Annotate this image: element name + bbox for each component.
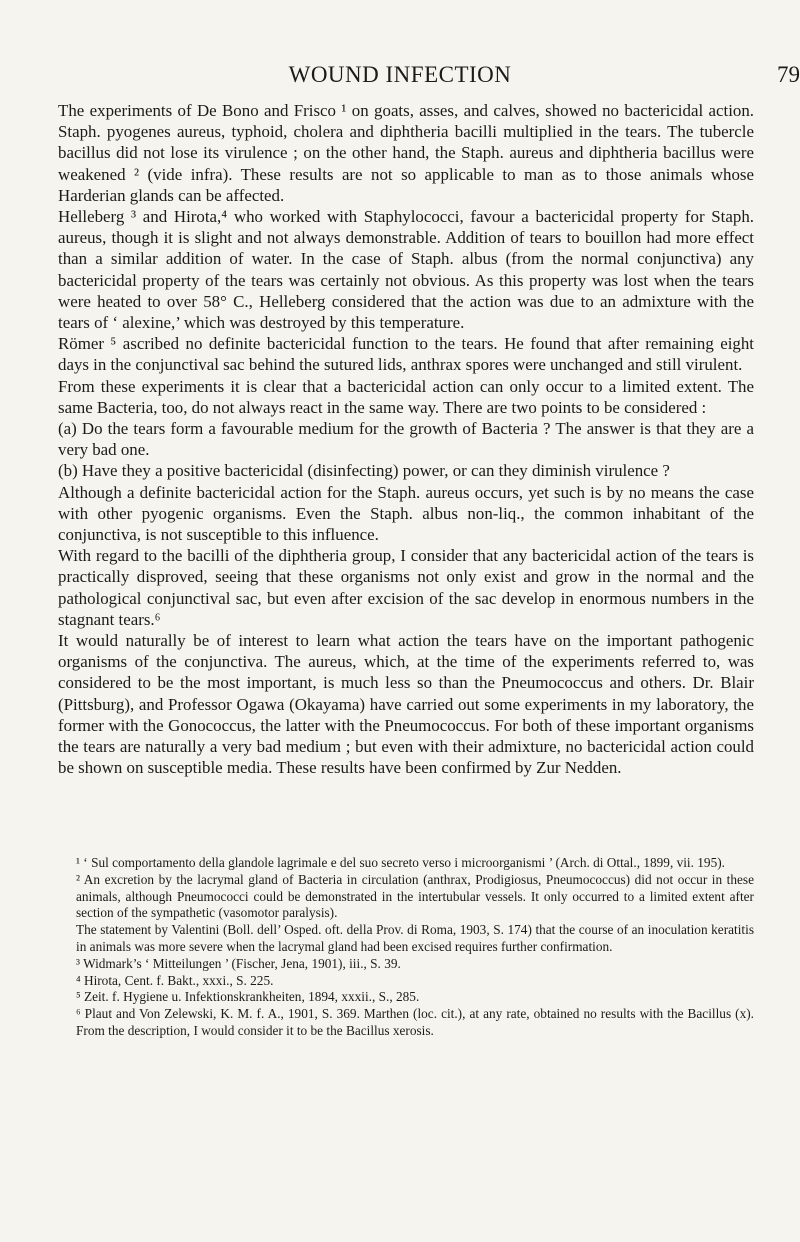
paragraph: The experiments of De Bono and Frisco ¹ on goats, asses, and calves, showed no bactericidal action. Staph. pyogenes aureus, typhoid, cholera and diphtheria bacilli multiplied in the tears. The tubercle bacillus did not lose its virulence ; on the other hand, the Staph. aureus and diphtheria bacillus were weakened ² (vide infra). These results are not so applicable to man as to those animals whose Harderian glands can be affected. <box>58 101 754 205</box>
paragraph: Helleberg ³ and Hirota,⁴ who worked with Staphylococci, favour a bactericidal property for Staph. aureus, though it is slight and not always demonstrable. Addition of tears to bouillon had more effect than a similar addition of water. In the case of Staph. albus (from the normal conjunctiva) any bactericidal property of the tears was certainly not obvious. As this property was lost when the tears were heated to over 58° C., Helleberg considered that the action was due to an admixture with the tears of ‘ alexine,’ which was destroyed by this temperature. <box>58 207 754 333</box>
footnote: ² An excretion by the lacrymal gland of Bacteria in circulation (anthrax, Prodigiosus, Pneumococcus) did not occur in these animals, although Pneumococci could be demonstrated in the intertubular vessels. It only occurred to a limited extent after section of the sympathetic (vasomotor paralysis). <box>76 871 754 921</box>
paragraph: (b) Have they a positive bactericidal (disinfecting) power, or can they diminish virulence ? <box>58 461 670 481</box>
paragraph: (a) Do the tears form a favourable medium for the growth of Bacteria ? The answer is that they are a very bad one. <box>58 419 754 460</box>
footnote: ¹ ‘ Sul comportamento della glandole lagrimale e del suo secreto verso i microorganismi ’ (Arch. di Ottal., 1899, vii. 195). <box>76 855 725 870</box>
body-text <box>58 100 754 779</box>
paragraph: Römer ⁵ ascribed no definite bactericidal function to the tears. He found that after remaining eight days in the conjunctival sac behind the sutured lids, anthrax spores were unchanged and still virulent. <box>58 334 754 375</box>
paragraph: From these experiments it is clear that a bactericidal action can only occur to a limited extent. The same Bacteria, too, do not always react in the same way. There are two points to be considered : <box>58 376 754 417</box>
paragraph: Although a definite bactericidal action for the Staph. aureus occurs, yet such is by no means the case with other pyogenic organisms. Even the Staph. albus non-liq., the common inhabitant of the conjunctiva, is not susceptible to this influence. <box>58 482 754 545</box>
paragraph: It would naturally be of interest to learn what action the tears have on the important pathogenic organisms of the conjunctiva. The aureus, which, at the time of the experiments referred to, was considered to be the most important, is much less so than the Pneumococcus and others. Dr. Blair (Pittsburg), and Professor Ogawa (Okayama) have carried out some experiments in my laboratory, the former with the Gonococcus, the latter with the Pneumococcus. For both of these important organisms the tears are naturally a very bad medium ; but even with their admixture, no bactericidal action could be shown on susceptible media. These results have been confirmed by Zur Nedden. <box>58 631 754 778</box>
footnote: The statement by Valentini (Boll. dell’ Osped. oft. della Prov. di Roma, 1903, S. 174) that the course of an inoculation keratitis in animals was more severe when the lacrymal gland had been excised requires further confirmation. <box>76 922 754 954</box>
footnote: ⁵ Zeit. f. Hygiene u. Infektionskrankheiten, 1894, xxxii., S., 285. <box>76 989 420 1005</box>
paragraph: With regard to the bacilli of the diphtheria group, I consider that any bactericidal action of the tears is practically disproved, seeing that these organisms not only exist and grow in the normal and the pathological conjunctival sac, but even after excision of the sac develop in enormous numbers in the stagnant tears.⁶ <box>58 546 754 629</box>
footnote: ³ Widmark’s ‘ Mitteilungen ’ (Fischer, Jena, 1901), iii., S. 39. <box>76 955 401 971</box>
footnote: ⁶ Plaut and Von Zelewski, K. M. f. A., 1901, S. 369. Marthen (loc. cit.), at any rate, obtained no results with the Bacillus (x). From the description, I would consider it to be the Bacillus xerosis. <box>76 1006 754 1038</box>
running-title: WOUND INFECTION <box>288 62 512 87</box>
footnote: ⁴ Hirota, Cent. f. Bakt., xxxi., S. 225. <box>76 972 274 988</box>
page-number: 79 <box>777 62 800 87</box>
footnotes <box>58 855 754 1040</box>
